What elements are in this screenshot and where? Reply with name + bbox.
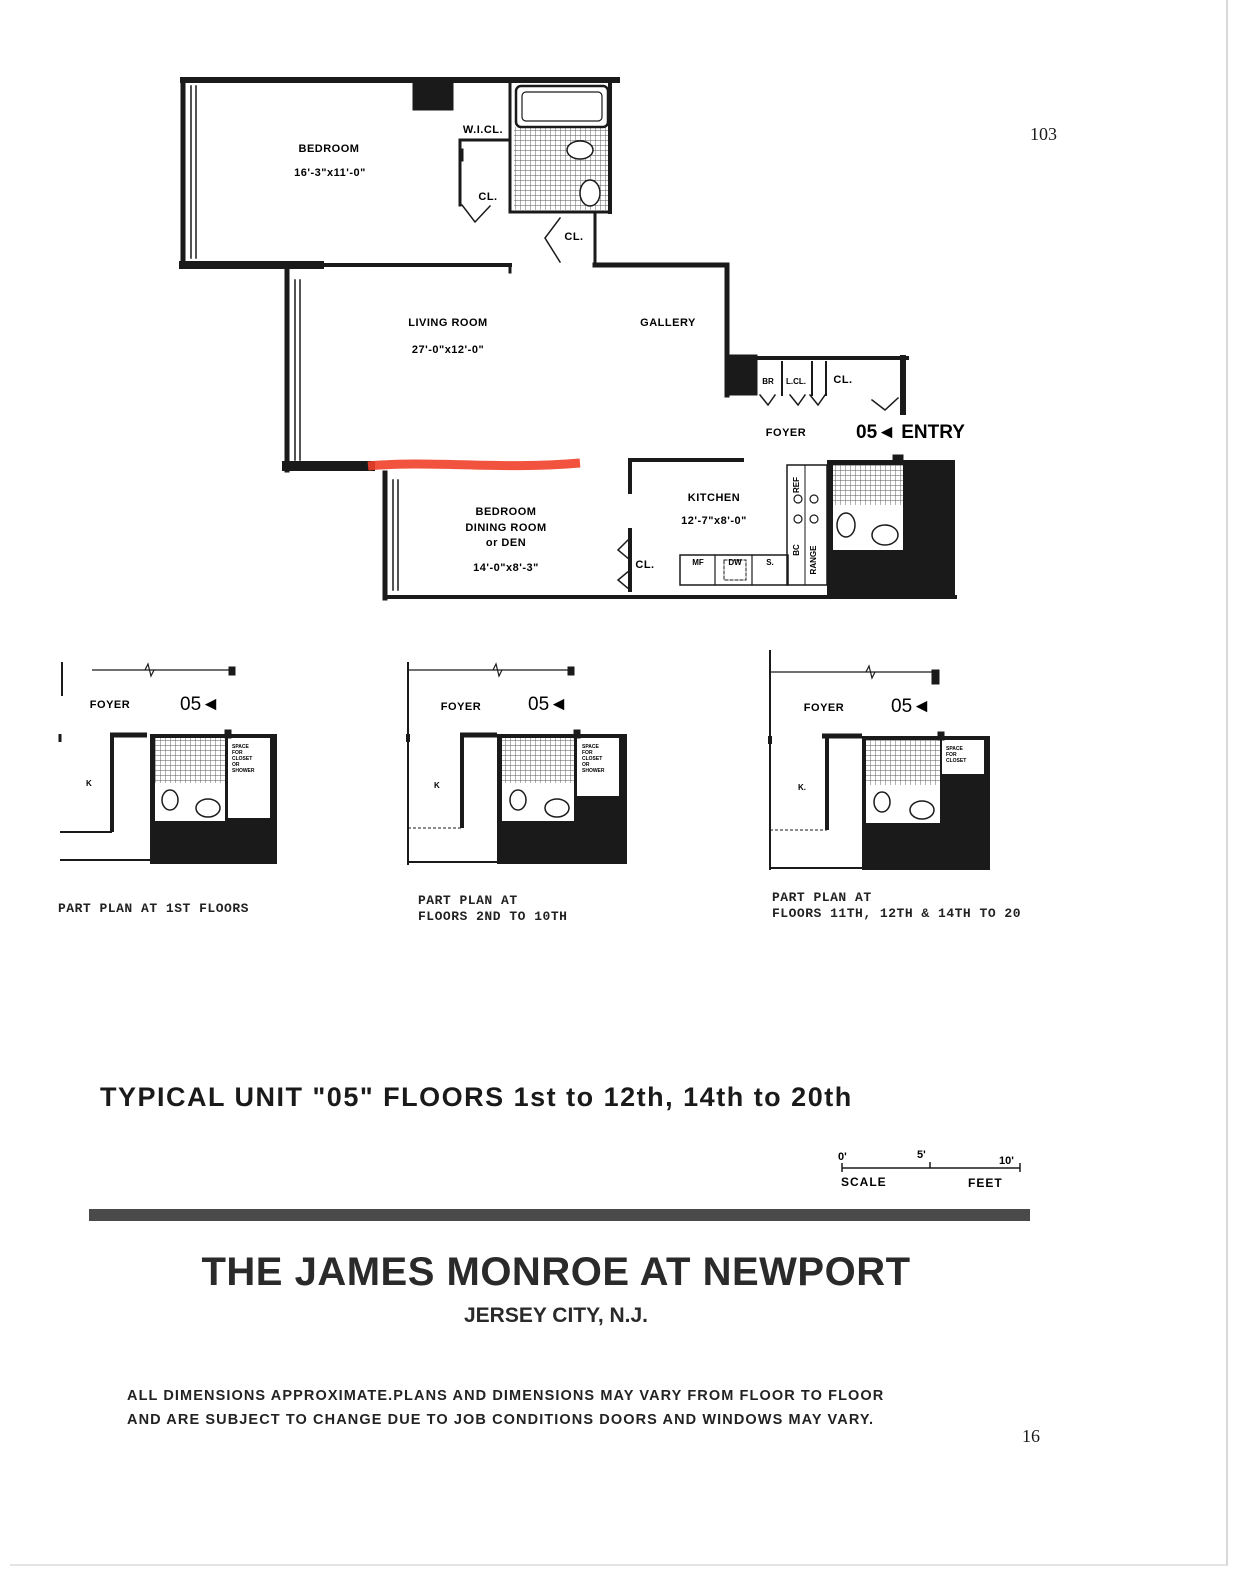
main-floor-plan — [0, 0, 1242, 620]
living-room-dim: 27'-0"x12'-0" — [411, 344, 485, 356]
svg-text:OR: OR — [582, 762, 590, 768]
closet-label-c: CL. — [833, 374, 853, 386]
disclaimer-line-1: ALL DIMENSIONS APPROXIMATE.PLANS AND DIMENSIONS MAY VARY FROM FLOOR TO FLOOR — [127, 1388, 885, 1404]
svg-text:FOR: FOR — [232, 750, 243, 756]
closet-label-b: CL. — [564, 231, 584, 243]
bedroom-2-label: BEDROOM — [475, 506, 537, 518]
scale-five: 5' — [917, 1149, 926, 1161]
svg-text:CLOSET: CLOSET — [232, 756, 253, 762]
svg-text:FOR: FOR — [582, 750, 593, 756]
svg-text:SHOWER: SHOWER — [582, 768, 605, 774]
svg-text:SPACE: SPACE — [946, 746, 963, 752]
den-label: or DEN — [485, 537, 527, 549]
part-plan-1-caption: PART PLAN AT 1ST FLOORS — [58, 901, 249, 916]
part-plan-3-caption: PART PLAN AT FLOORS 11TH, 12TH & 14TH TO 20 — [772, 890, 1022, 921]
toilet-icon — [567, 141, 593, 159]
svg-text:SPACE: SPACE — [232, 744, 249, 750]
disclaimer — [127, 1384, 1007, 1432]
svg-text:FOR: FOR — [946, 752, 957, 758]
ref-label: REF — [792, 477, 801, 493]
svg-text:CLOSET: CLOSET — [946, 758, 967, 764]
bedroom-1-dim: 16'-3"x11'-0" — [294, 167, 366, 179]
page-number-top: 103 — [1030, 124, 1057, 144]
closet-label-d: CL. — [635, 559, 655, 571]
kitchen-dim: 12'-7"x8'-0" — [681, 515, 747, 527]
red-highlight-mark — [368, 463, 580, 466]
living-room-label: LIVING ROOM — [408, 317, 488, 329]
dining-room-label: DINING ROOM — [465, 522, 547, 534]
disclaimer-line-2: AND ARE SUBJECT TO CHANGE DUE TO JOB CONDITIONS DOORS AND WINDOWS MAY VARY. — [127, 1412, 875, 1428]
divider-bar — [89, 1209, 1030, 1221]
svg-text:OR: OR — [232, 762, 240, 768]
entry-label: 05◄ ENTRY — [856, 422, 965, 443]
scale-label: SCALE — [841, 1175, 887, 1189]
part-plan-3-kitchen: K. — [798, 783, 806, 792]
part-plan-1-unit: 05◄ — [180, 694, 220, 715]
gallery-label: GALLERY — [640, 317, 696, 329]
br-label: BR — [762, 377, 774, 386]
bedroom-1-label: BEDROOM — [298, 143, 360, 155]
part-plans — [0, 650, 1242, 910]
svg-text:SPACE: SPACE — [582, 744, 599, 750]
part-plan-3-unit: 05◄ — [891, 696, 931, 717]
scale-ten: 10' — [999, 1155, 1014, 1167]
part-plan-1-kitchen: K — [86, 779, 92, 788]
mf-label: MF — [692, 558, 704, 567]
part-plan-2-caption: PART PLAN AT FLOORS 2ND TO 10TH — [418, 893, 568, 924]
range-label: RANGE — [809, 545, 818, 575]
building-name: THE JAMES MONROE AT NEWPORT — [201, 1250, 911, 1294]
part-plan-2-unit: 05◄ — [528, 694, 568, 715]
sink-icon — [580, 180, 600, 206]
sink-label: S. — [766, 558, 774, 567]
bc-label: BC — [792, 544, 801, 556]
bedroom-2-dim: 14'-0"x8'-3" — [473, 562, 539, 574]
svg-text:CLOSET: CLOSET — [582, 756, 603, 762]
scale-unit: FEET — [968, 1176, 1003, 1190]
column — [413, 80, 453, 110]
part-plan-2-kitchen: K — [434, 781, 440, 790]
foyer-label: FOYER — [765, 427, 807, 439]
linen-closet-label: L.CL. — [786, 377, 806, 386]
svg-text:SHOWER: SHOWER — [232, 768, 255, 774]
scale-zero: 0' — [838, 1151, 847, 1163]
kitchen-label: KITCHEN — [687, 492, 741, 504]
typical-unit-title: TYPICAL UNIT "05" FLOORS 1st to 12th, 14th to 20th — [100, 1082, 853, 1112]
page-number-bottom: 16 — [1022, 1426, 1040, 1446]
part-plan-1 — [60, 662, 277, 864]
wicl-label: W.I.CL. — [462, 124, 504, 136]
closet-label-a: CL. — [478, 191, 498, 203]
building-city: JERSEY CITY, N.J. — [463, 1304, 649, 1327]
scale-bar — [835, 1148, 1035, 1196]
dishwasher-label: DW — [728, 558, 742, 567]
part-plan-2-foyer: FOYER — [440, 701, 482, 713]
part-plan-2 — [408, 662, 627, 865]
part-plan-1-foyer: FOYER — [89, 699, 131, 711]
part-plan-3-foyer: FOYER — [803, 702, 845, 714]
